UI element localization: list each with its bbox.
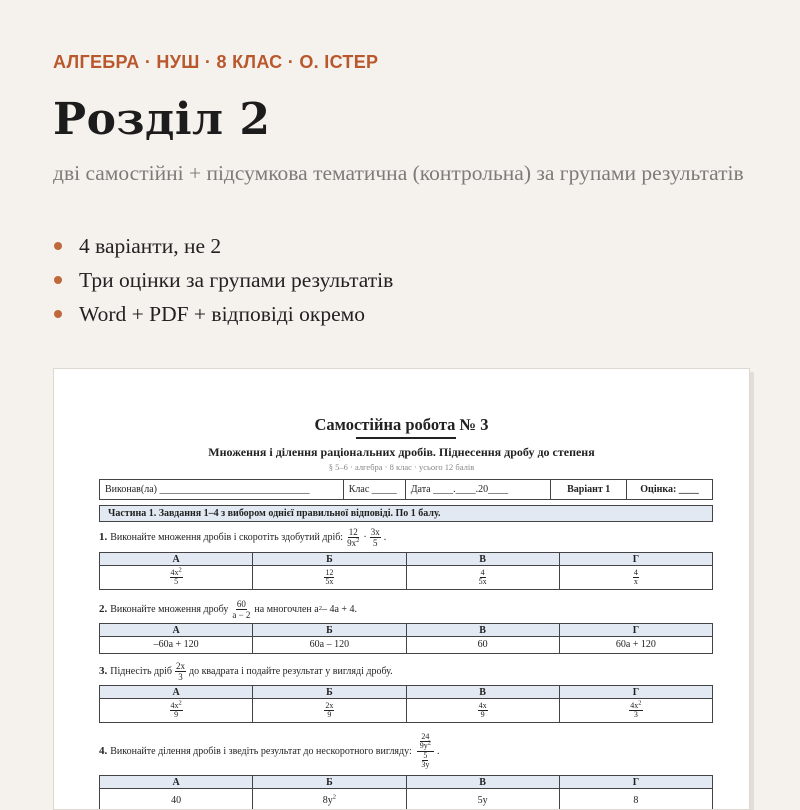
answer-option: 40 xyxy=(100,789,253,810)
fraction: $\frac{2x}{3}$ xyxy=(175,661,186,682)
question-text: Піднесіть дріб xyxy=(110,666,172,677)
option-letter: Г xyxy=(559,776,712,789)
option-letter: Г xyxy=(559,553,712,566)
worksheet-title: Самостійна робота № 3 xyxy=(54,415,749,435)
worksheet-preview xyxy=(53,368,750,810)
class-field: Клас _____ xyxy=(343,480,405,500)
option-letter: В xyxy=(406,624,559,637)
option-letter: Б xyxy=(253,686,406,699)
option-letter: Г xyxy=(559,624,712,637)
worksheet-meta: § 5–6 · алгебра · 8 клас · усього 12 балів xyxy=(54,462,749,472)
answer-option: 5y xyxy=(406,789,559,810)
fraction: $\frac{12}{9x^2}$ xyxy=(346,527,360,548)
feature-text: Word + PDF + відповіді окремо xyxy=(79,302,365,326)
bullet-dot-icon xyxy=(54,276,62,284)
page-subtitle: дві самостійні + підсумкова тематична (контрольна) за групами результатів xyxy=(53,158,768,189)
multiply-sign: · xyxy=(363,532,366,543)
answer-option: 60a + 120 xyxy=(559,637,712,654)
question-text: Виконайте ділення дробів і зведіть результат до нескоротного вигляду: xyxy=(110,746,412,757)
feature-item xyxy=(53,265,393,299)
bullet-dot-icon xyxy=(54,242,62,250)
title-underline xyxy=(356,437,456,439)
answer-option: $\frac{4x^2}{5}$ xyxy=(100,566,253,590)
worksheet-subtitle: Множення і ділення раціональних дробів. Піднесення дробу до степеня xyxy=(54,445,749,460)
option-letter: Г xyxy=(559,686,712,699)
feature-item xyxy=(53,231,393,265)
answer-options-q3 xyxy=(99,685,713,723)
answer-options-q4 xyxy=(99,775,713,810)
answer-option: 60 xyxy=(406,637,559,654)
grade-field: Оцінка: ____ xyxy=(627,480,713,500)
answer-option: $\frac{4x^2}{9}$ xyxy=(100,699,253,723)
fraction: $\frac{60}{a - 2}$ xyxy=(231,599,251,620)
answer-option: $8y^2$ xyxy=(253,789,406,810)
feature-text: Три оцінки за групами результатів xyxy=(79,268,393,292)
question-number: 4. xyxy=(99,745,107,757)
answer-option: $\frac{4}{x}$ xyxy=(559,566,712,590)
option-letter: А xyxy=(100,686,253,699)
date-field: Дата ____.____.20____ xyxy=(405,480,551,500)
feature-text: 4 варіанти, не 2 xyxy=(79,234,221,258)
question-2: 2. Виконайте множення дробу $\frac{60}{a - 2}$ на многочлен a 2 – 4a + 4. xyxy=(99,597,357,621)
name-field: Виконав(ла) ______________________________ xyxy=(100,480,344,500)
option-letter: Б xyxy=(253,553,406,566)
option-letter: В xyxy=(406,776,559,789)
answer-option: $\frac{4x}{9}$ xyxy=(406,699,559,723)
answer-option: $\frac{12}{5x}$ xyxy=(253,566,406,590)
fraction: $\frac{3x}{5}$ xyxy=(370,527,381,548)
option-letter: А xyxy=(100,776,253,789)
course-kicker: АЛГЕБРА · НУШ · 8 КЛАС · О. ІСТЕР xyxy=(53,52,378,73)
answer-options-q1 xyxy=(99,552,713,590)
option-letter: Б xyxy=(253,624,406,637)
answer-option: 8 xyxy=(559,789,712,810)
feature-item xyxy=(53,299,393,333)
option-letter: А xyxy=(100,624,253,637)
question-number: 1. xyxy=(99,531,107,543)
answer-options-q2 xyxy=(99,623,713,654)
complex-fraction: $\frac{\frac{24}{9y^2}}{\frac{5}{3y}}$ xyxy=(417,733,434,770)
option-letter: В xyxy=(406,553,559,566)
answer-option: 60a – 120 xyxy=(253,637,406,654)
variant-label: Варіант 1 xyxy=(551,480,627,500)
student-info-table xyxy=(99,479,713,500)
question-4: 4. Виконайте ділення дробів і зведіть результат до нескоротного вигляду: $\frac{\frac{24}{9y^2}}{\frac{5}{3y}}$ . xyxy=(99,727,440,775)
page-title: Розділ 2 xyxy=(53,94,271,145)
question-text: Виконайте множення дробів і скоротіть здобутий дріб: xyxy=(110,532,343,543)
question-number: 3. xyxy=(99,665,107,677)
feature-list xyxy=(53,231,393,333)
answer-option: $\frac{4x^2}{3}$ xyxy=(559,699,712,723)
option-letter: А xyxy=(100,553,253,566)
question-3: 3. Піднесіть дріб $\frac{2x}{3}$ до квадрата і подайте результат у вигляді дробу. xyxy=(99,659,393,683)
option-letter: В xyxy=(406,686,559,699)
answer-option: $\frac{4}{5x}$ xyxy=(406,566,559,590)
question-number: 2. xyxy=(99,603,107,615)
part1-heading: Частина 1. Завдання 1–4 з вибором однієї правильної відповіді. По 1 балу. xyxy=(99,505,713,522)
bullet-dot-icon xyxy=(54,310,62,318)
option-letter: Б xyxy=(253,776,406,789)
answer-option: $\frac{2x}{9}$ xyxy=(253,699,406,723)
answer-option: –60a + 120 xyxy=(100,637,253,654)
question-text: Виконайте множення дробу xyxy=(110,604,228,615)
question-1: 1. Виконайте множення дробів і скоротіть здобутий дріб: $\frac{12}{9x^2}$ · $\frac{3x}{5}$ . xyxy=(99,525,386,549)
